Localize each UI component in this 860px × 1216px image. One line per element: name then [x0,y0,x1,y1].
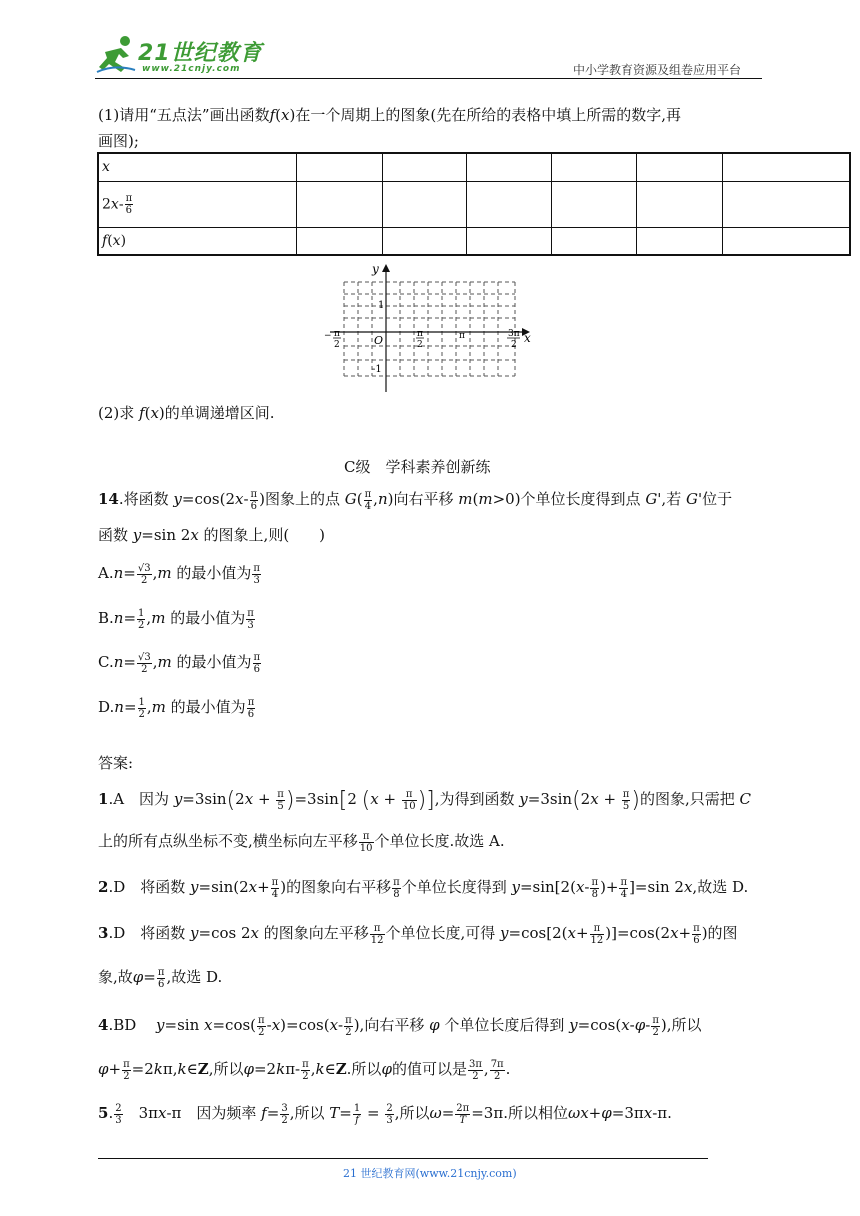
table-cell[interactable] [382,227,466,255]
table-cell[interactable] [722,227,850,255]
value-table [97,152,851,256]
q14-option-b[interactable]: B.n= $\frac{1}{2}$ ,m 的最小值为 $\frac{\pi}{3}$ [98,607,254,631]
table-cell[interactable] [466,181,551,227]
table-cell[interactable] [296,153,382,181]
header-platform-text: 中小学教育资源及组卷应用平台 [573,63,742,77]
table-cell[interactable] [636,227,722,255]
answer-2: 2.D 将函数 y=sin(2x+ $\frac{\pi}{4}$ )的图象向右平移 $\frac{\pi}{8}$ 个单位长度得到 y=sin[2(x- $\frac{\pi}{8}$ )+ $\frac{\pi}{4}$ ]=sin 2x,故选 D. [98,876,749,900]
tick-y-neg1: -1 [372,364,382,375]
table-cell[interactable] [722,153,850,181]
svg-text:2: 2 [417,340,423,350]
header-rule [95,78,762,79]
x-axis-label: x [524,331,531,345]
q14-option-d[interactable]: D.n= $\frac{1}{2}$ ,m 的最小值为 $\frac{\pi}{6}$ [98,696,255,720]
q14-option-a[interactable]: A.n= $\frac{√3}{2}$ ,m 的最小值为 $\frac{\pi}{3}$ [98,562,260,586]
table-cell[interactable] [636,153,722,181]
logo-sub: www.21cnjy.com [142,64,241,74]
logo-main: 21世纪教育 [138,41,263,66]
table-cell-2x: 2x- $\frac{\pi}{6}$ [98,181,296,227]
y-axis-label: y [372,262,379,276]
footer-rule [98,1158,708,1159]
table-cell[interactable] [551,181,636,227]
answer-4-line2: φ+ $\frac{\pi}{2}$ =2kπ,k∈Z,所以φ=2kπ- $\frac{\pi}{2}$ ,k∈Z.所以φ的值可以是 $\frac{3\pi}{2}$ , $\frac{7\pi}{2}$ . [98,1058,511,1082]
svg-text:3π: 3π [508,329,520,339]
q14-line2: 函数 y=sin 2x 的图象上,则( ) [98,526,326,544]
table-cell[interactable] [296,227,382,255]
answer-4-line1: 4.BD y=sin x=cos( $\frac{\pi}{2}$ -x)=cos(x- $\frac{\pi}{2}$ ),向右平移 φ 个单位长度后得到 y=cos(x-φ- $\frac{\pi}{2}$ ),所以 [98,1014,702,1038]
table-cell[interactable] [551,227,636,255]
answer-3-line1: 3.D 将函数 y=cos 2x 的图象向左平移 $\frac{\pi}{12}$ 个单位长度,可得 y=cos[2(x+ $\frac{\pi}{12}$ )]=cos(2x+ $\frac{\pi}{6}$ )的图 [98,922,738,946]
part1-line2: 画图); [98,132,139,150]
table-cell[interactable] [382,181,466,227]
table-cell[interactable] [722,181,850,227]
answer-1-line1: 1.A 因为 y=3sin(2x + $\frac{\pi}{5}$ )=3sin[2 (x + $\frac{\pi}{10}$ )],为得到函数 y=3sin(2x + $\frac{\pi}{5}$ )的图象,只需把 C [98,788,751,813]
answer-1-line2: 上的所有点纵坐标不变,横坐标向左平移 $\frac{\pi}{10}$ 个单位长度.故选 A. [98,830,505,854]
footer-link[interactable]: 21 世纪教育网(www.21cnjy.com) [343,1167,517,1180]
svg-text:2: 2 [334,340,340,350]
svg-text:−: − [324,331,332,341]
table-row [98,153,850,181]
answers-title: 答案: [98,754,134,772]
logo-runner-icon [95,34,139,74]
table-row [98,227,850,255]
q14-line1: 14.将函数 y=cos(2x- $\frac{\pi}{6}$ )图象上的点 G( $\frac{\pi}{4}$ ,n)向右平移 m(m>0)个单位长度得到点 G',若 G'位于 [98,488,733,512]
section-title: C级 学科素养创新练 [344,458,491,476]
tick-y-1: 1 [378,300,385,311]
table-cell-fx: f(x) [98,227,296,255]
table-cell[interactable] [466,227,551,255]
table-cell[interactable] [636,181,722,227]
table-cell-x: x [98,153,296,181]
table-cell[interactable] [382,153,466,181]
table-cell[interactable] [466,153,551,181]
table-row [98,181,850,227]
answer-3-line2: 象,故φ= $\frac{\pi}{6}$ ,故选 D. [98,966,223,990]
coordinate-grid[interactable] [322,262,534,394]
svg-text:π: π [459,331,465,341]
origin-label: O [374,334,384,347]
q14-number: 14 [98,490,119,508]
svg-text:π: π [334,329,340,339]
svg-text:2: 2 [511,340,517,350]
part1-line1: (1)请用“五点法”画出函数f(x)在一个周期上的图象(先在所给的表格中填上所需的数字,再 [98,106,681,124]
table-cell[interactable] [551,153,636,181]
q14-option-c[interactable]: C.n= $\frac{√3}{2}$ ,m 的最小值为 $\frac{\pi}{6}$ [98,651,261,675]
answer-5: 5. $\frac{2}{3}$ 3πx-π 因为频率 f= $\frac{3}{2}$ ,所以 T= $\frac{1}{f}$ = $\frac{2}{3}$ ,所以ω= $\frac{2\pi}{T}$ =3π.所以相位ωx+φ=3πx-π. [98,1102,672,1126]
table-cell[interactable] [296,181,382,227]
part2-text: (2)求 f(x)的单调递增区间. [98,404,275,422]
svg-text:π: π [417,329,423,339]
